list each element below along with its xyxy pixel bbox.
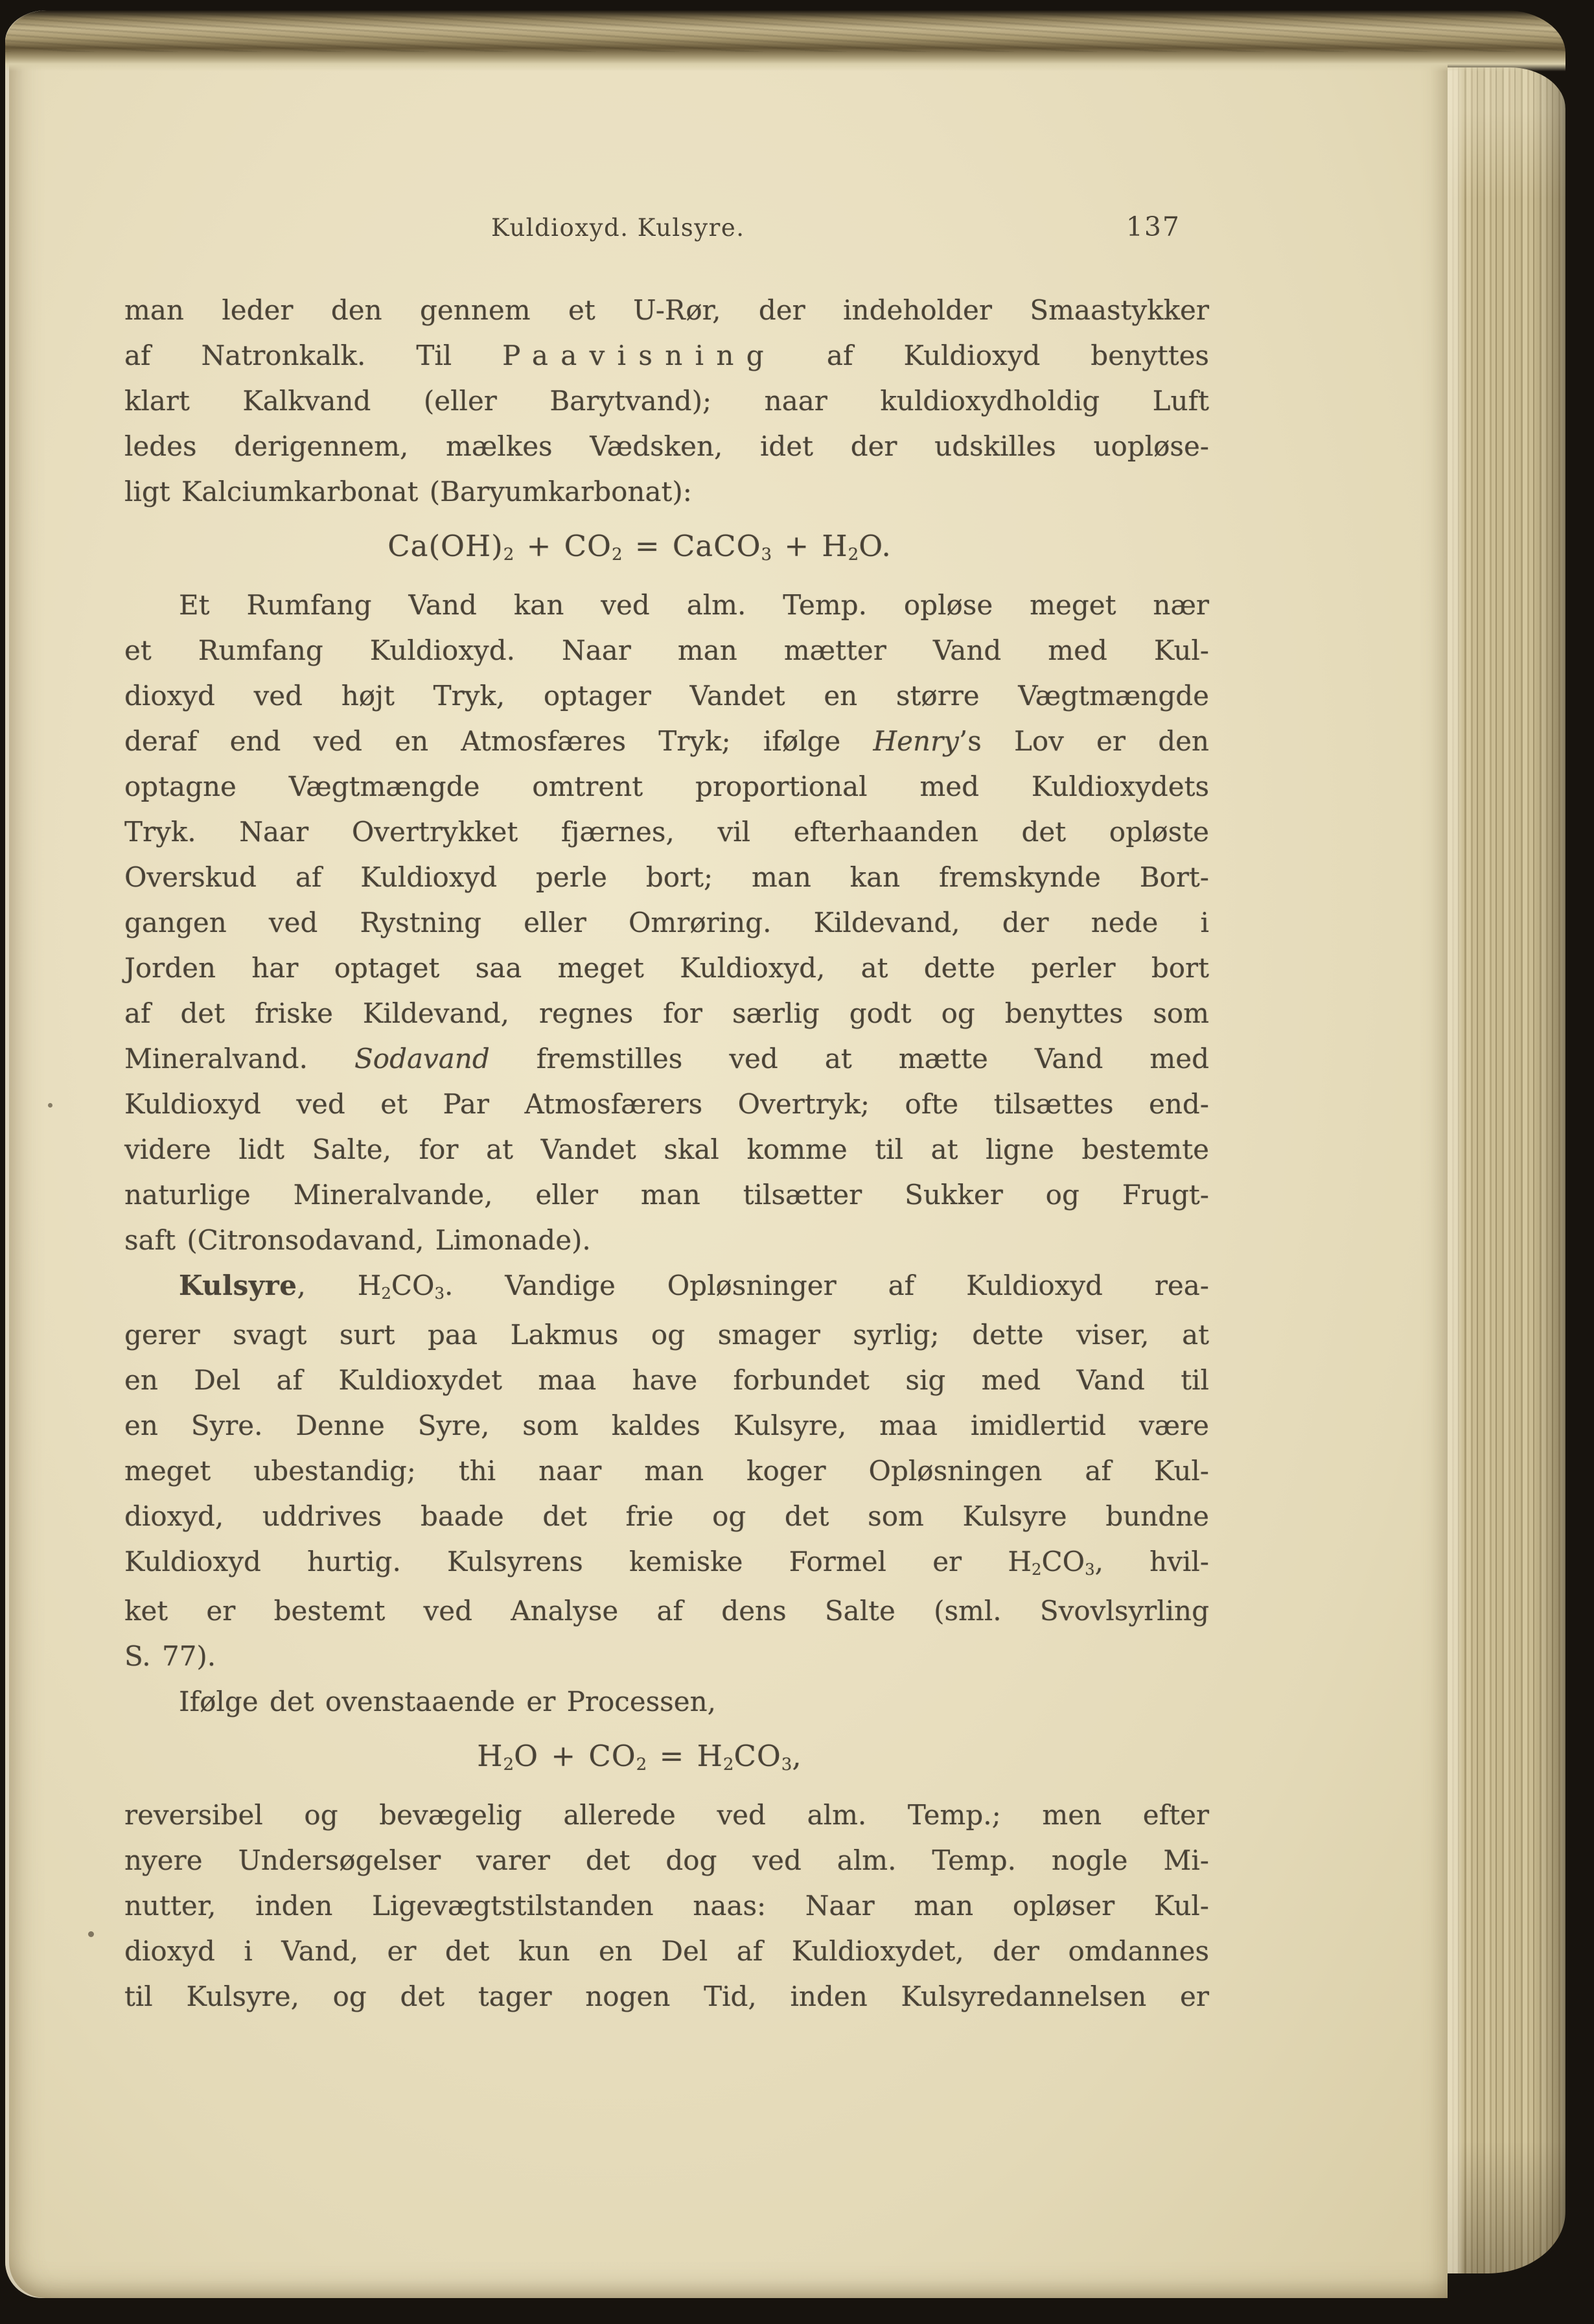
text-line: dioxyd ved højt Tryk, optager Vandet en større Vægtmængde: [124, 680, 1209, 712]
text-line: deraf end ved en Atmosfæres Tryk; ifølge Henry’s Lov er den: [124, 725, 1209, 757]
running-header: [124, 211, 1209, 248]
text-line: Et Rumfang Vand kan ved alm. Temp. opløse meget nær: [179, 589, 1209, 621]
print-speck: [88, 1931, 94, 1937]
text-line: ledes derigennem, mælkes Vædsken, idet der udskilles uopløse-: [124, 430, 1209, 462]
text-line: dioxyd, uddrives baade det frie og det som Kulsyre bundne: [124, 1500, 1209, 1532]
text-line: ket er bestemt ved Analyse af dens Salte (sml. Svovlsyrling: [124, 1595, 1209, 1627]
text-line: S. 77).: [124, 1640, 216, 1672]
text-line: ligt Kalciumkarbonat (Baryumkarbonat):: [124, 476, 692, 507]
text-line: optagne Vægtmængde omtrent proportional med Kuldioxydets: [124, 771, 1209, 802]
text-line: af det friske Kildevand, regnes for særlig godt og benyttes som: [124, 997, 1209, 1029]
text-line: dioxyd i Vand, er det kun en Del af Kuldioxydet, der omdannes: [124, 1935, 1209, 1967]
page-top-edge: [5, 10, 1565, 71]
text-line: klart Kalkvand (eller Barytvand); naar kuldioxydholdig Luft: [124, 385, 1209, 417]
text-line: af Natronkalk. Til Paavisning af Kuldioxyd benyttes: [124, 340, 1209, 371]
page-edges-stack: [1448, 67, 1565, 2273]
text-line: gerer svagt surt paa Lakmus og smager syrlig; dette viser, at: [124, 1319, 1209, 1351]
text-line: nyere Undersøgelser varer det dog ved alm. Temp. nogle Mi-: [124, 1844, 1209, 1876]
text-line: reversibel og bevægelig allerede ved alm. Temp.; men efter: [124, 1799, 1209, 1831]
text-line: en Syre. Denne Syre, som kaldes Kulsyre, maa imidlertid være: [124, 1410, 1209, 1441]
text-line: Kulsyre, H2CO3. Vandige Opløsninger af Kuldioxyd rea-: [179, 1270, 1209, 1303]
text-line: et Rumfang Kuldioxyd. Naar man mætter Vand med Kul-: [124, 634, 1209, 666]
text-line: videre lidt Salte, for at Vandet skal komme til at ligne bestemte: [124, 1133, 1209, 1165]
text-line: Kuldioxyd hurtig. Kulsyrens kemiske Formel er H2CO3, hvil-: [124, 1546, 1209, 1579]
text-line: nutter, inden Ligevægtstilstanden naas: Naar man opløser Kul-: [124, 1890, 1209, 1922]
text-line: en Del af Kuldioxydet maa have forbundet sig med Vand til: [124, 1364, 1209, 1396]
text-line: Mineralvand. Sodavand fremstilles ved at mætte Vand med: [124, 1043, 1209, 1075]
text-line: gangen ved Rystning eller Omrøring. Kildevand, der nede i: [124, 907, 1209, 938]
text-line: Kuldioxyd ved et Par Atmosfærers Overtryk; ofte tilsættes end-: [124, 1088, 1209, 1120]
chemical-formula: H2O + CO2 = H2CO3,: [477, 1739, 802, 1775]
chemical-formula: Ca(OH)2 + CO2 = CaCO3 + H2O.: [387, 529, 892, 565]
text-line: Ifølge det ovenstaaende er Processen,: [179, 1686, 716, 1717]
print-speck: [48, 1103, 52, 1108]
header-title: Kuldioxyd. Kulsyre.: [491, 214, 745, 242]
text-line: saft (Citronsodavand, Limonade).: [124, 1224, 591, 1256]
text-line: naturlige Mineralvande, eller man tilsætter Sukker og Frugt-: [124, 1179, 1209, 1211]
text-line: Jorden har optaget saa meget Kuldioxyd, at dette perler bort: [124, 952, 1209, 984]
text-line: meget ubestandig; thi naar man koger Opløsningen af Kul-: [124, 1455, 1209, 1487]
text-line: Overskud af Kuldioxyd perle bort; man kan fremskynde Bort-: [124, 861, 1209, 893]
text-line: man leder den gennem et U-Rør, der indeholder Smaastykker: [124, 294, 1209, 326]
text-line: Tryk. Naar Overtrykket fjærnes, vil efterhaanden det opløste: [124, 816, 1209, 848]
page-number: 137: [1126, 211, 1181, 242]
page-text: [124, 288, 1209, 2019]
text-line: til Kulsyre, og det tager nogen Tid, inden Kulsyredannelsen er: [124, 1981, 1209, 2012]
